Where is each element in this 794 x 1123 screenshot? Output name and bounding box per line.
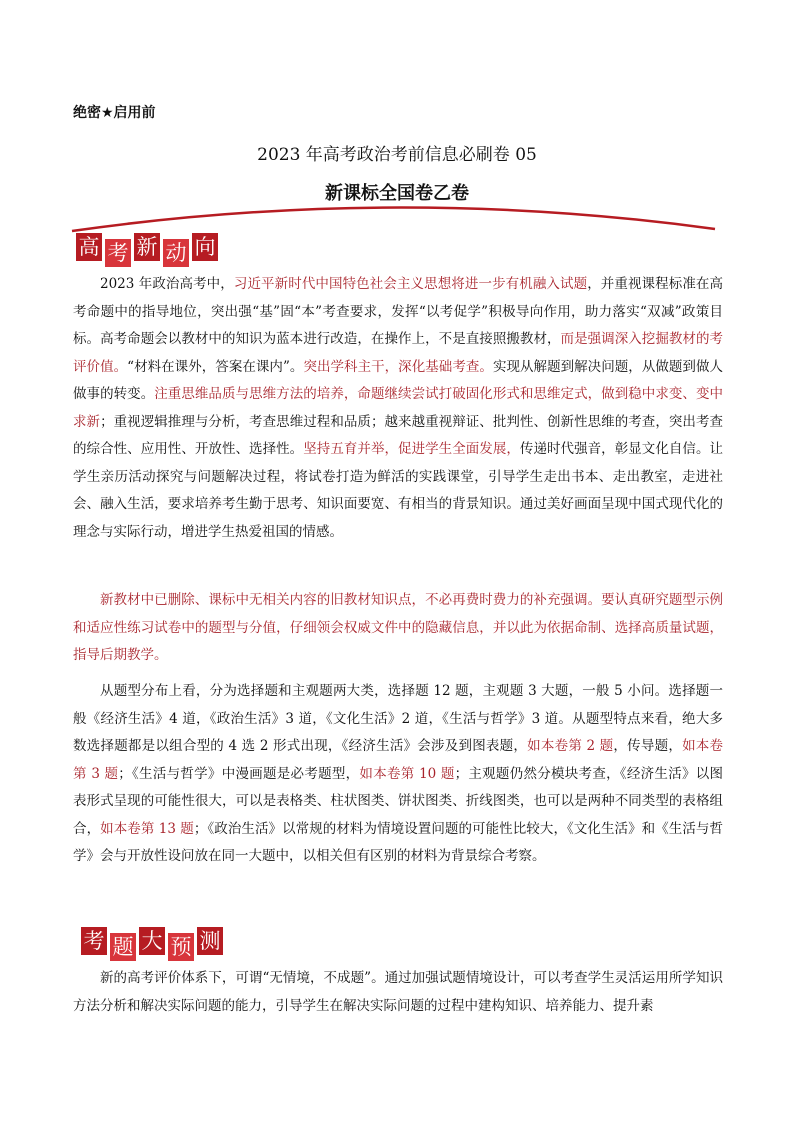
section-badge-predictions (81, 927, 223, 961)
badge-char: 向 (192, 233, 218, 261)
highlighted-text: 而是强调深入挖掘教材的考评价值。 (73, 331, 723, 375)
body-text: ；重视逻辑推理与分析，考查思维过程和品质；越来越重视辩证、批判性、创新性思维的考查，突出考查的综合性、应用性、开放性、选择性。 (73, 413, 724, 457)
paragraph-predictions-1 (73, 965, 723, 1020)
body-text: 2023 年政治高考中， (100, 276, 234, 292)
document-subtitle: 新课标全国卷乙卷 (325, 183, 469, 204)
highlighted-text: 如本卷第 3 题 (73, 738, 724, 782)
badge-char: 题 (110, 933, 136, 961)
body-text: ；主观题仍然分模块考查，《经济生活》以图表形式呈现的可能性很大，可以是表格类、柱状图类、饼状图类、折线图类，也可以是两种不同类型的表格组合， (73, 765, 724, 837)
badge-char: 高 (76, 233, 102, 261)
body-text: ，传导题， (613, 738, 683, 754)
decorative-arc (70, 203, 720, 233)
highlighted-text: 如本卷第 13 题 (100, 820, 194, 837)
highlighted-text: 如本卷第 2 题 (527, 738, 614, 754)
badge-char: 预 (168, 933, 194, 961)
body-text: 新的高考评价体系下，可谓“无情境，不成题”。通过加强试题情境设计，可以考查学生灵活运用所学知识方法分析和解决实际问题的能力，引导学生在解决实际问题的过程中建构知识、培养能力、提升素 (73, 970, 723, 1014)
body-text: ，并重视课程标准在高考命题中的指导地位，突出强“基”固“本”考查要求，发挥“以考促学”积极导向作用，助力落实“双减”政策目标。高考命题会以教材中的知识为蓝本进行改造，在操作上，不是直接照搬教材， (73, 276, 724, 347)
body-text: “材料在课外，答案在课内”。 (127, 358, 304, 375)
body-text: 实现从解题到解决问题，从做题到做人做事的转变。 (73, 358, 723, 402)
paragraph-trends-3 (73, 678, 723, 871)
confidential-label: 绝密★启用前 (73, 105, 156, 121)
highlighted-text: 新教材中已删除、课标中无相关内容的旧教材知识点，不必再费时费力的补充强调。要认真研究题型示例和适应性练习试卷中的题型与分值，仔细领会权威文件中的隐藏信息，并以此为依据命制、选择高质量试题，指导后期教学。 (73, 592, 723, 663)
body-text: ；《政治生活》以常规的材料为情境设置问题的可能性比较大，《文化生活》和《生活与哲学》会与开放性设问放在同一大题中，以相关但有区别的材料为背景综合考察。 (73, 820, 724, 864)
highlighted-text: 坚持五育并举，促进学生全面发展， (303, 441, 520, 457)
paragraph-trends-1 (73, 271, 723, 546)
highlighted-text: 习近平新时代中国特色社会主义思想将进一步有机融入试题 (233, 276, 588, 292)
document-title: 2023 年高考政治考前信息必刷卷 05 (257, 145, 537, 165)
badge-char: 新 (134, 233, 160, 261)
badge-char: 测 (197, 927, 223, 955)
paragraph-trends-2 (73, 587, 723, 670)
body-text: 传递时代强音，彰显文化自信。让学生亲历活动探究与问题解决过程，将试卷打造为鲜活的实践课堂，引导学生走出书本、走出教室，走进社会、融入生活，要求培养考生勤于思考、知识面要宽、有相当的背景知识。通过美好画面呈现中国式现代化的理念与实际行动，增进学生热爱祖国的情感。 (73, 441, 724, 540)
badge-char: 考 (81, 927, 107, 955)
highlighted-text: 突出学科主干，深化基础考查。 (303, 358, 493, 375)
badge-char: 动 (163, 239, 189, 267)
body-text: 从题型分布上看，分为选择题和主观题两大类，选择题 12 题，主观题 3 大题，一般 5 小问。选择题一般《经济生活》4 道，《政治生活》3 道，《文化生活》2 道，《生活与哲学》3 道。从题型特点来看，绝大多数选择题都是以组合型的 4 选 2 形式出现，《经济生活》会涉及到图表题， (73, 683, 723, 754)
body-text: ；《生活与哲学》中漫画题是必考题型， (118, 765, 360, 782)
highlighted-text: 如本卷第 10 题 (359, 765, 455, 782)
badge-char: 考 (105, 239, 131, 267)
highlighted-text: 注重思维品质与思维方法的培养，命题继续尝试打破固化形式和思维定式，做到稳中求变、变中求新 (73, 386, 724, 430)
section-badge-trends (76, 233, 218, 267)
badge-char: 大 (139, 927, 165, 955)
